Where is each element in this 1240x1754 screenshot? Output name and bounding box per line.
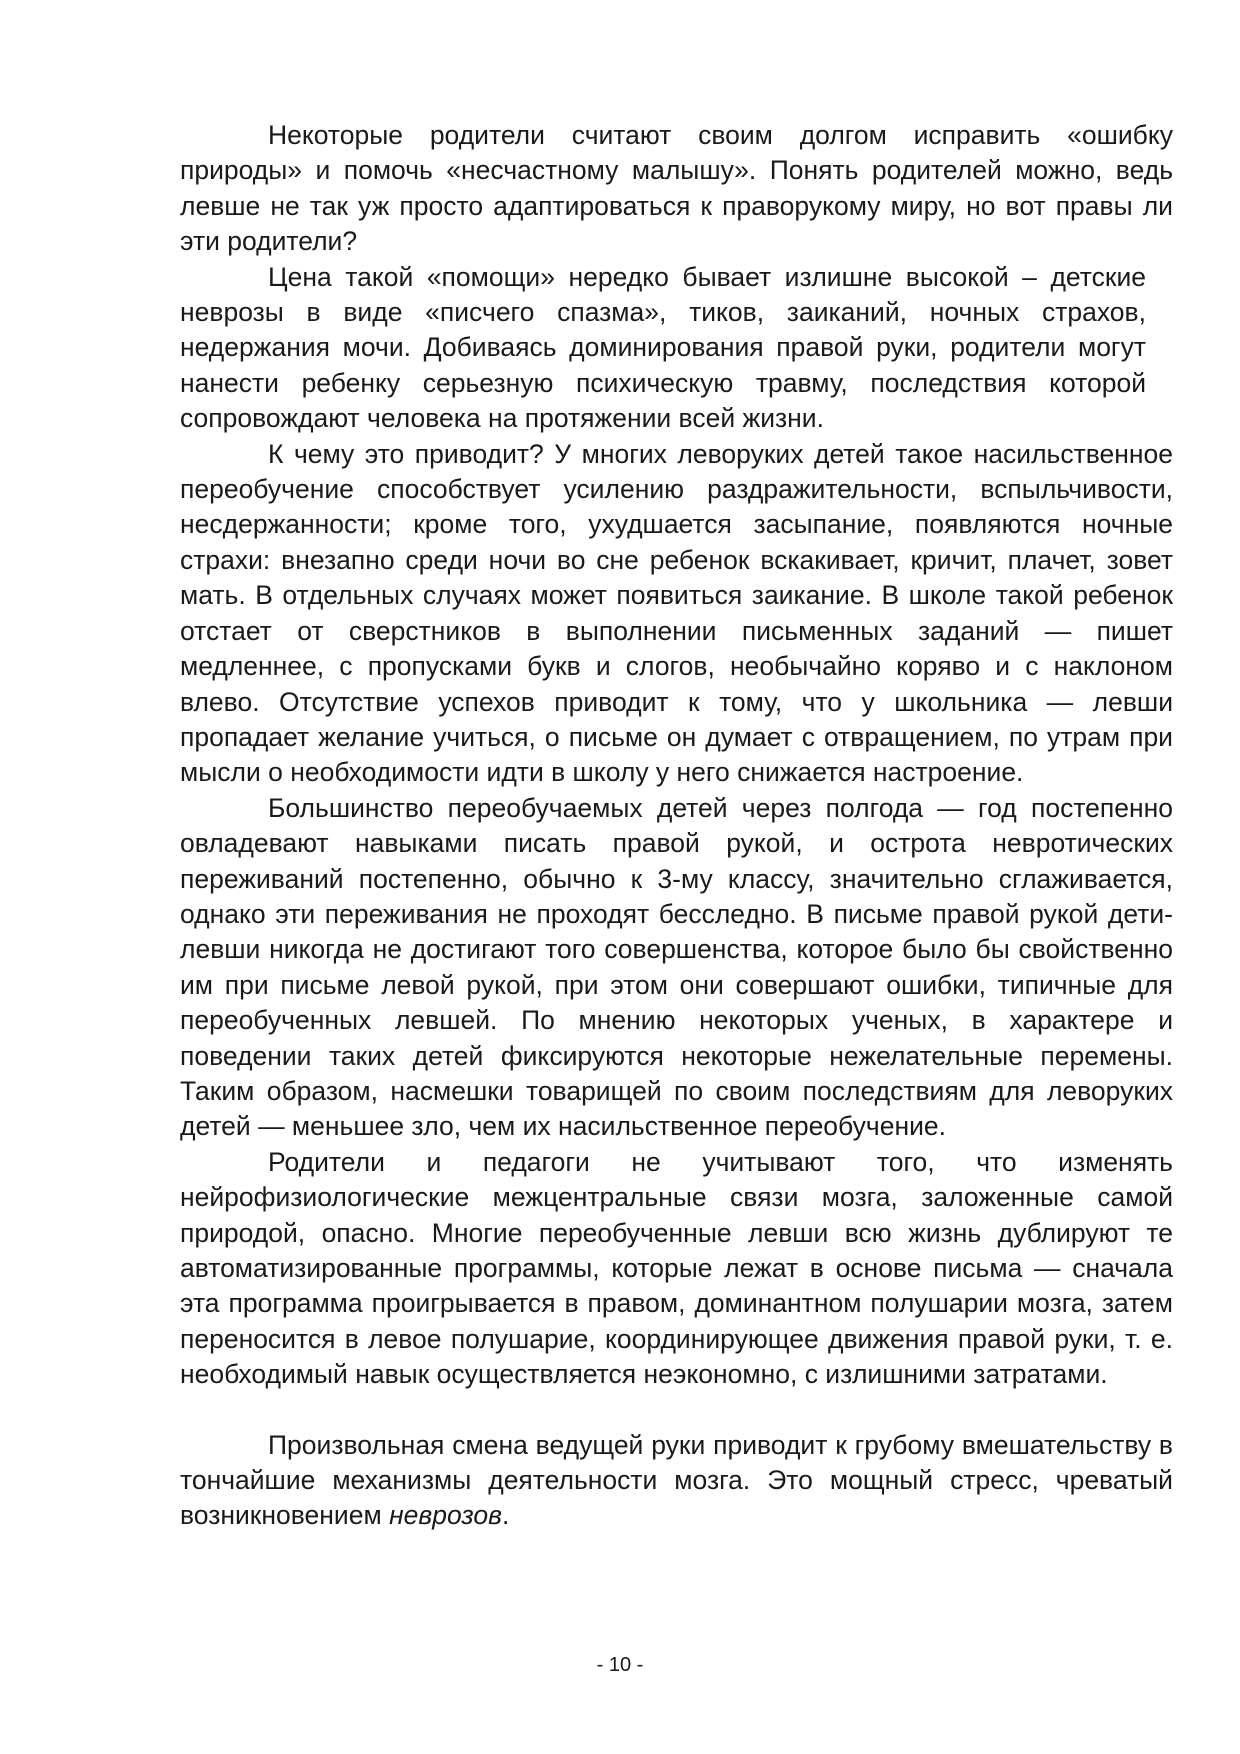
paragraph-5: Родители и педагоги не учитывают того, что изменять нейрофизиологические межцентральные связи мозга, заложенные самой природой, опасно. Многие переобученные левши всю жизнь дублируют те автоматизированные программы, которые лежат в основе письма — сначала эта программа проигрывается в правом, доминантном полушарии мозга, затем переносится в левое полушарие, координирующее движения правой руки, т. е. необходимый навык осуществляется неэкономно, с излишними затратами. [180,1146,1173,1390]
page-number: - 10 - [596,1654,644,1676]
paragraph-6-end: . [502,1500,510,1531]
document-body [180,118,1173,1534]
paragraph-1: Некоторые родители считают своим долгом исправить «ошибку природы» и помочь «несчастному малышу». Понять родителей можно, ведь левше не так уж просто адаптироваться к праворукому миру, но вот правы ли эти родители? [180,120,1173,257]
paragraph-6-text: Произвольная смена ведущей руки приводит к грубому вмешательству в тончайшие механизмы деятельности мозга. Это мощный стресс, чреватый возникновением [180,1429,1173,1531]
paragraph-6-italic-word: неврозов [389,1500,502,1531]
paragraph-2: Цена такой «помощи» нередко бывает излишне высокой – детские неврозы в виде «писчего спазма», тиков, заиканий, ночных страхов, недержания мочи. Добиваясь доминирования правой руки, родители могут нанести ребенку серьезную психическую травму, последствия которой сопровождают человека на протяжении всей жизни. [180,261,1146,434]
paragraph-3: К чему это приводит? У многих леворуких детей такое насильственное переобучение способствует усилению раздражительности, вспыльчивости, несдержанности; кроме того, ухудшается засыпание, появляются ночные страхи: внезапно среди ночи во сне ребенок вскакивает, кричит, плачет, зовет мать. В отдельных случаях может появиться заикание. В школе такой ребенок отстает от сверстников в выполнении письменных заданий — пишет медленнее, с пропусками букв и слогов, необычайно коряво и с наклоном влево. Отсутствие успехов приводит к тому, что у школьника — левши пропадает желание учиться, о письме он думает с отвращением, по утрам при мысли о необходимости идти в школу у него снижается настроение. [180,438,1173,788]
paragraph-6 [180,1428,1173,1534]
paragraph-4: Большинство переобучаемых детей через полгода — год постепенно овладевают навыками писать правой рукой, и острота невротических переживаний постепенно, обычно к 3-му классу, значительно сглаживается, однако эти переживания не проходят бесследно. В письме правой рукой дети-левши никогда не достигают того совершенства, которое было бы свойственно им при письме левой рукой, при этом они совершают ошибки, типичные для переобученных левшей. По мнению некоторых ученых, в характере и поведении таких детей фиксируются некоторые нежелательные перемены. Таким образом, насмешки товарищей по своим последствиям для леворуких детей — меньшее зло, чем их насильственное переобучение. [180,792,1173,1142]
